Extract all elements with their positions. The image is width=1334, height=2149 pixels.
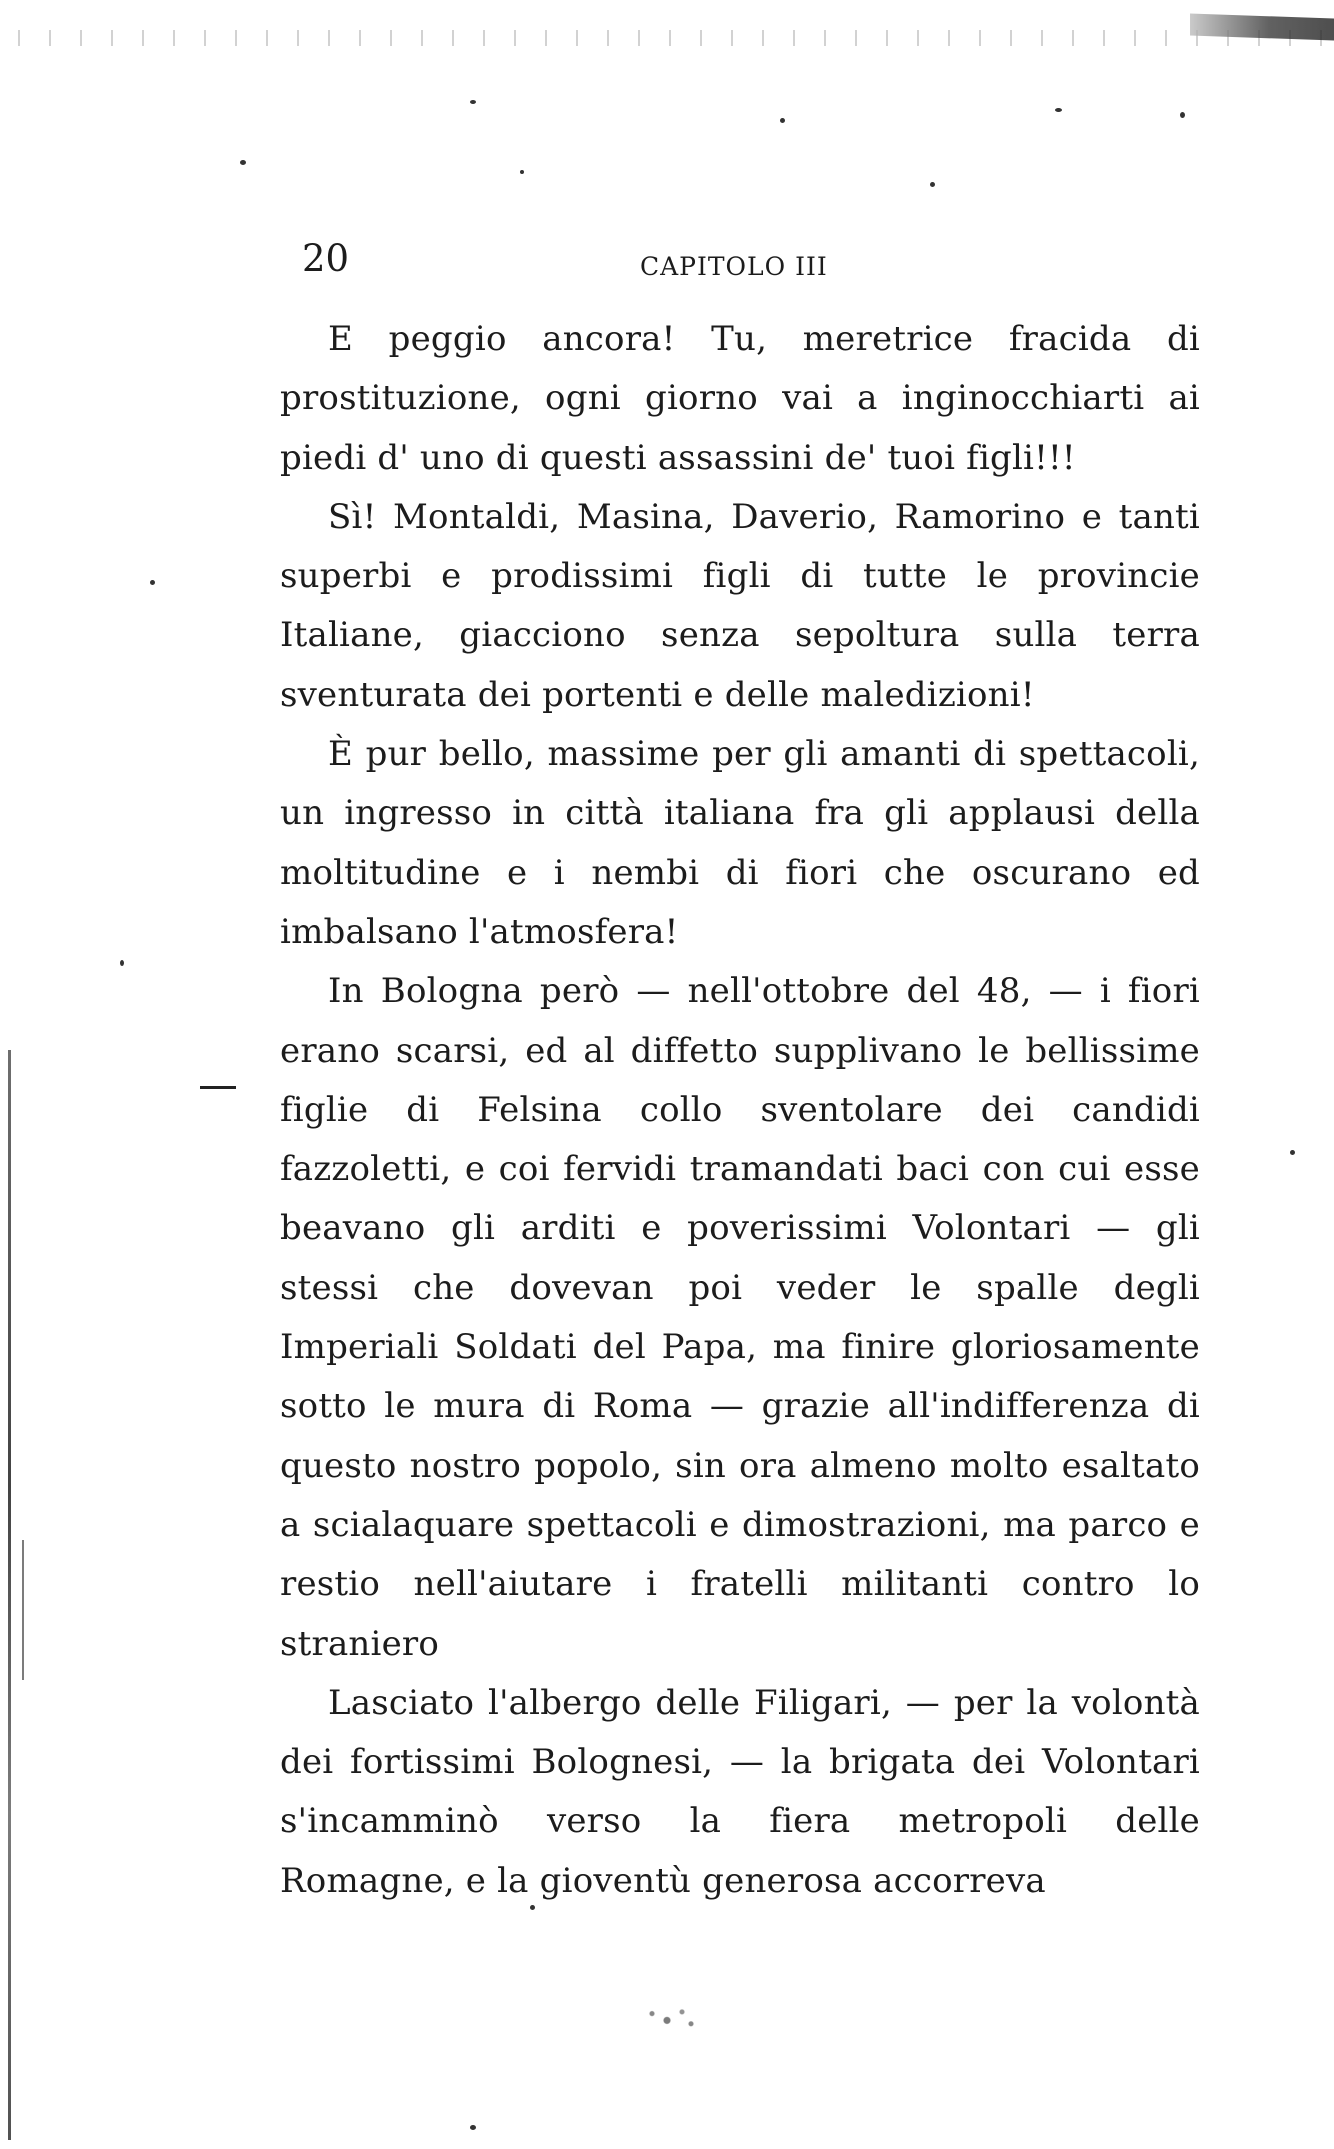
ink-speck	[1180, 112, 1185, 118]
ink-speck	[240, 160, 246, 165]
paragraph: È pur bello, massime per gli amanti di spettacoli, un ingresso in città italiana fra gli applausi della moltitudine e i nembi di fiori che oscurano ed imbalsano l'atmosfera!	[280, 734, 1200, 952]
margin-dash	[200, 1086, 236, 1089]
ink-speck	[780, 118, 785, 123]
paragraph: Lasciato l'albergo delle Filigari, — per la volontà dei fortissimi Bolognesi, — la brigata dei Volontari s'incamminò verso la fiera metropoli delle Romagne, e la gioventù generosa accorreva	[280, 1682, 1200, 1901]
ink-speck	[930, 182, 935, 187]
ink-speck	[520, 170, 524, 174]
ink-speck	[150, 580, 155, 585]
scan-left-edge-mark	[22, 1540, 24, 1680]
ink-speck	[470, 2125, 476, 2130]
scan-left-edge	[8, 1050, 11, 2140]
page-number: 20	[302, 237, 350, 280]
paragraph: Sì! Montaldi, Masina, Daverio, Ramorino e tanti superbi e prodissimi figli di tutte le provincie Italiane, giacciono senza sepoltura sulla terra sventurata dei portenti e delle maledizioni!	[280, 496, 1200, 715]
ink-speck	[1055, 108, 1062, 112]
ink-speck	[470, 100, 476, 104]
ink-smudge	[640, 2000, 700, 2034]
ink-speck	[1290, 1150, 1295, 1155]
paragraph: In Bologna però — nell'ottobre del 48, — i fiori erano scarsi, ed al diffetto supplivano le bellissime figlie di Felsina collo sventolare dei candidi fazzoletti, e coi fervidi tramandati baci con cui esse beavano gli arditi e poverissimi Volontari — gli stessi che dovevan poi veder le spalle degli Imperiali Soldati del Papa, ma finire gloriosamente sotto le mura di Roma — grazie all'indifferenza di questo nostro popolo, sin ora almeno molto esaltato a scialaquare spettacoli e dimostrazioni, ma parco e restio nell'aiutare i fratelli militanti contro lo straniero	[280, 971, 1200, 1664]
scan-noise-band	[0, 30, 1334, 46]
paragraph: E peggio ancora! Tu, meretrice fracida di prostituzione, ogni giorno vai a inginocchiarti ai piedi d' uno di questi assassini de' tuoi figli!!!	[280, 319, 1200, 478]
body-text	[280, 310, 1200, 1911]
running-title: CAPITOLO III	[640, 252, 828, 281]
ink-speck	[120, 960, 124, 966]
